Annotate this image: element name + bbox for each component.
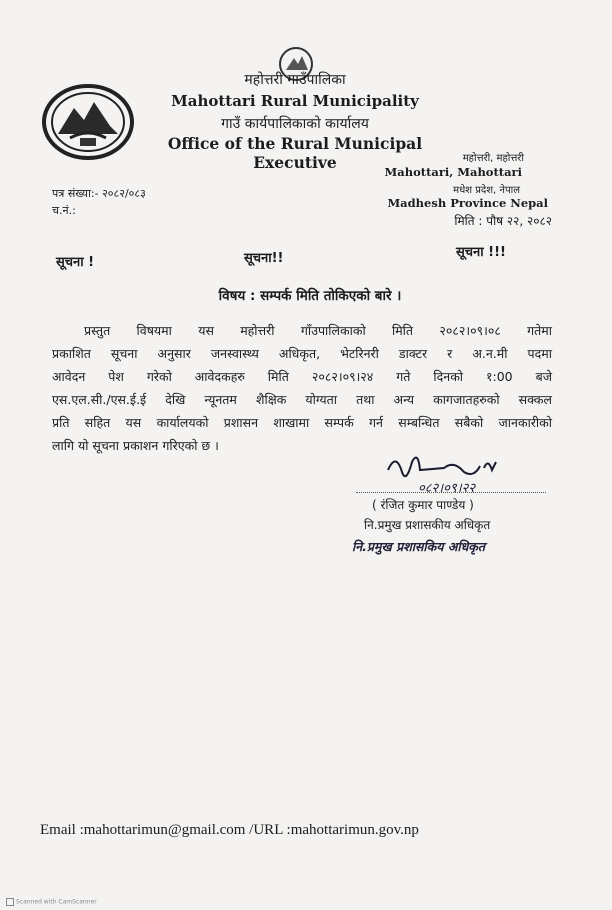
exec-office-en: Office of the Rural Municipal Executive	[167, 134, 423, 172]
scanner-watermark	[6, 898, 97, 906]
body-line: लागि यो सूचना प्रकाशन गरिएको छ ।	[52, 438, 219, 453]
notice-label-3: सूचना !!!	[456, 245, 506, 260]
body-text	[52, 322, 552, 460]
body-line: प्रस्तुत विषयमा यस महोत्तरी गाँउपालिकाको मिति २०८२।०९।०८ गतेमा	[84, 323, 552, 338]
letter-date: मिति : पौष २२, २०८२	[454, 214, 552, 228]
municipal-emblem	[40, 82, 136, 162]
address-line-1: महोत्तरी, महोत्तरी	[462, 153, 524, 164]
body-line: प्रति सहित यस कार्यालयको प्रशासन शाखामा सम्पर्क गर्न सम्बन्धित सबैको जानकारीको	[52, 415, 552, 430]
body-line: एस.एल.सी./एस.ई.ई देखि न्यूनतम शैक्षिक योग्यता तथा अन्य कागजातहरुको सक्कल	[52, 392, 552, 407]
signature-date: ०८२।०९।२२	[418, 481, 476, 496]
camscanner-icon	[6, 898, 14, 906]
signature-dotted-line	[356, 492, 546, 493]
office-name-np: महोत्तरी गाउँपालिका	[244, 72, 346, 88]
signatory-designation: नि.प्रमुख प्रशासकीय अधिकृत	[364, 518, 491, 532]
exec-office-np: गाउँ कार्यपालिकाको कार्यालय	[221, 116, 369, 132]
subject-line: विषय : सम्पर्क मिति तोकिएको बारे ।	[218, 288, 402, 304]
office-name-en: Mahottari Rural Municipality	[171, 92, 419, 110]
body-line: प्रकाशित सूचना अनुसार जनस्वास्थ्य अधिकृत, भेटरिनरी डाक्टर र अ.न.मी पदमा	[52, 346, 552, 361]
contact-footer: Email :mahottarimun@gmail.com /URL :mahottarimun.gov.np	[40, 822, 419, 838]
notice-label-2: सूचना!!	[244, 251, 284, 266]
letter-number: पत्र संख्या:- २०८२/०८३	[52, 187, 146, 200]
address-line-3: मधेश प्रदेश, नेपाल	[453, 185, 520, 196]
body-line: आवेदन पेश गरेको आवेदकहरु मिति २०८२।०९।२४ गते दिनको १:00 बजे	[52, 369, 552, 384]
designation-stamp: नि.प्रमुख प्रशासकिय अधिकृत	[352, 539, 486, 554]
watermark-text: Scanned with CamScanner	[16, 898, 97, 906]
notice-label-1: सूचना !	[56, 255, 95, 270]
dispatch-number: च.नं.:	[52, 204, 76, 217]
signatory-name: ( रंजित कुमार पाण्डेय )	[372, 498, 474, 512]
address-line-4: Madhesh Province Nepal	[387, 196, 548, 210]
address-line-2: Mahottari, Mahottari	[384, 165, 522, 179]
